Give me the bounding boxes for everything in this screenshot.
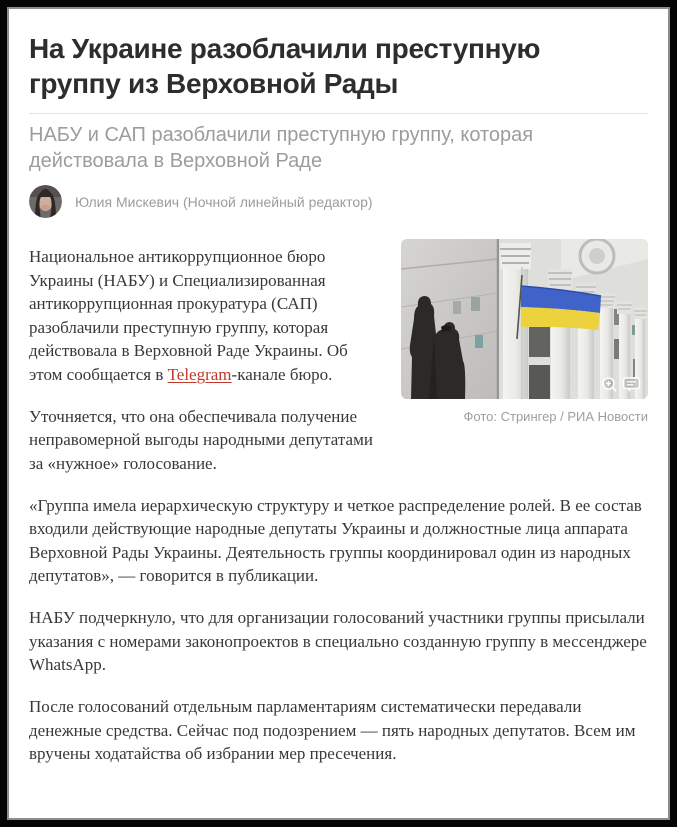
telegram-link[interactable]: Telegram: [167, 364, 232, 384]
paragraph-3: «Группа имела иерархическую структуру и четкое распределение ролей. В ее состав входили действующие народные депутаты Украины и должностные лица аппарата Верховной Рады Украины. Деятельность группы координировал один из народных депутатов», — говорится в публикации.: [29, 495, 642, 585]
author-avatar: [29, 185, 62, 218]
paragraph-2: Уточняется, что она обеспечивала получение неправомерной выгоды народными депутатами за «нужное» голосование.: [29, 406, 373, 473]
title-divider: [29, 113, 648, 114]
photo-action-icons: [601, 376, 641, 393]
rada-building-photo: [401, 239, 648, 399]
article-page: [9, 9, 668, 818]
photo-caption: Фото: Стрингер / РИА Новости: [463, 409, 648, 424]
article-photo[interactable]: [401, 239, 648, 399]
paragraph-1-text: Национальное антикоррупционное бюро Украины (НАБУ) и Специализированная антикоррупционная прокуратура (САП) разоблачили преступную группу, которая действовала в Верховной Раде Украины. Об этом сообщается в: [29, 247, 348, 384]
comments-icon[interactable]: [622, 376, 641, 393]
author-byline: [29, 185, 648, 218]
author-name: Юлия Мискевич (Ночной линейный редактор): [75, 193, 373, 210]
article-title: На Украине разоблачили преступную группу из Верховной Рады: [29, 33, 541, 99]
zoom-in-icon[interactable]: [601, 376, 618, 393]
article-figure: [401, 239, 648, 429]
paragraph-5: После голосований отдельным парламентариям систематически передавали денежные средства. Сейчас под подозрением — пять народных депутатов. Всем им вручены ходатайства об избрании мер пресечения.: [29, 697, 636, 763]
article-subtitle: НАБУ и САП разоблачили преступную группу, которая действовала в Верховной Раде: [29, 124, 534, 172]
author-avatar-photo: [29, 185, 62, 218]
paragraph-1-tail: -канале бюро.: [231, 364, 333, 384]
paragraph-4: НАБУ подчеркнуло, что для организации голосований участники группы присылали указания с номерами законопроектов в специально созданную группу в мессенджере WhatsApp.: [29, 608, 647, 674]
article-body: [29, 245, 648, 784]
